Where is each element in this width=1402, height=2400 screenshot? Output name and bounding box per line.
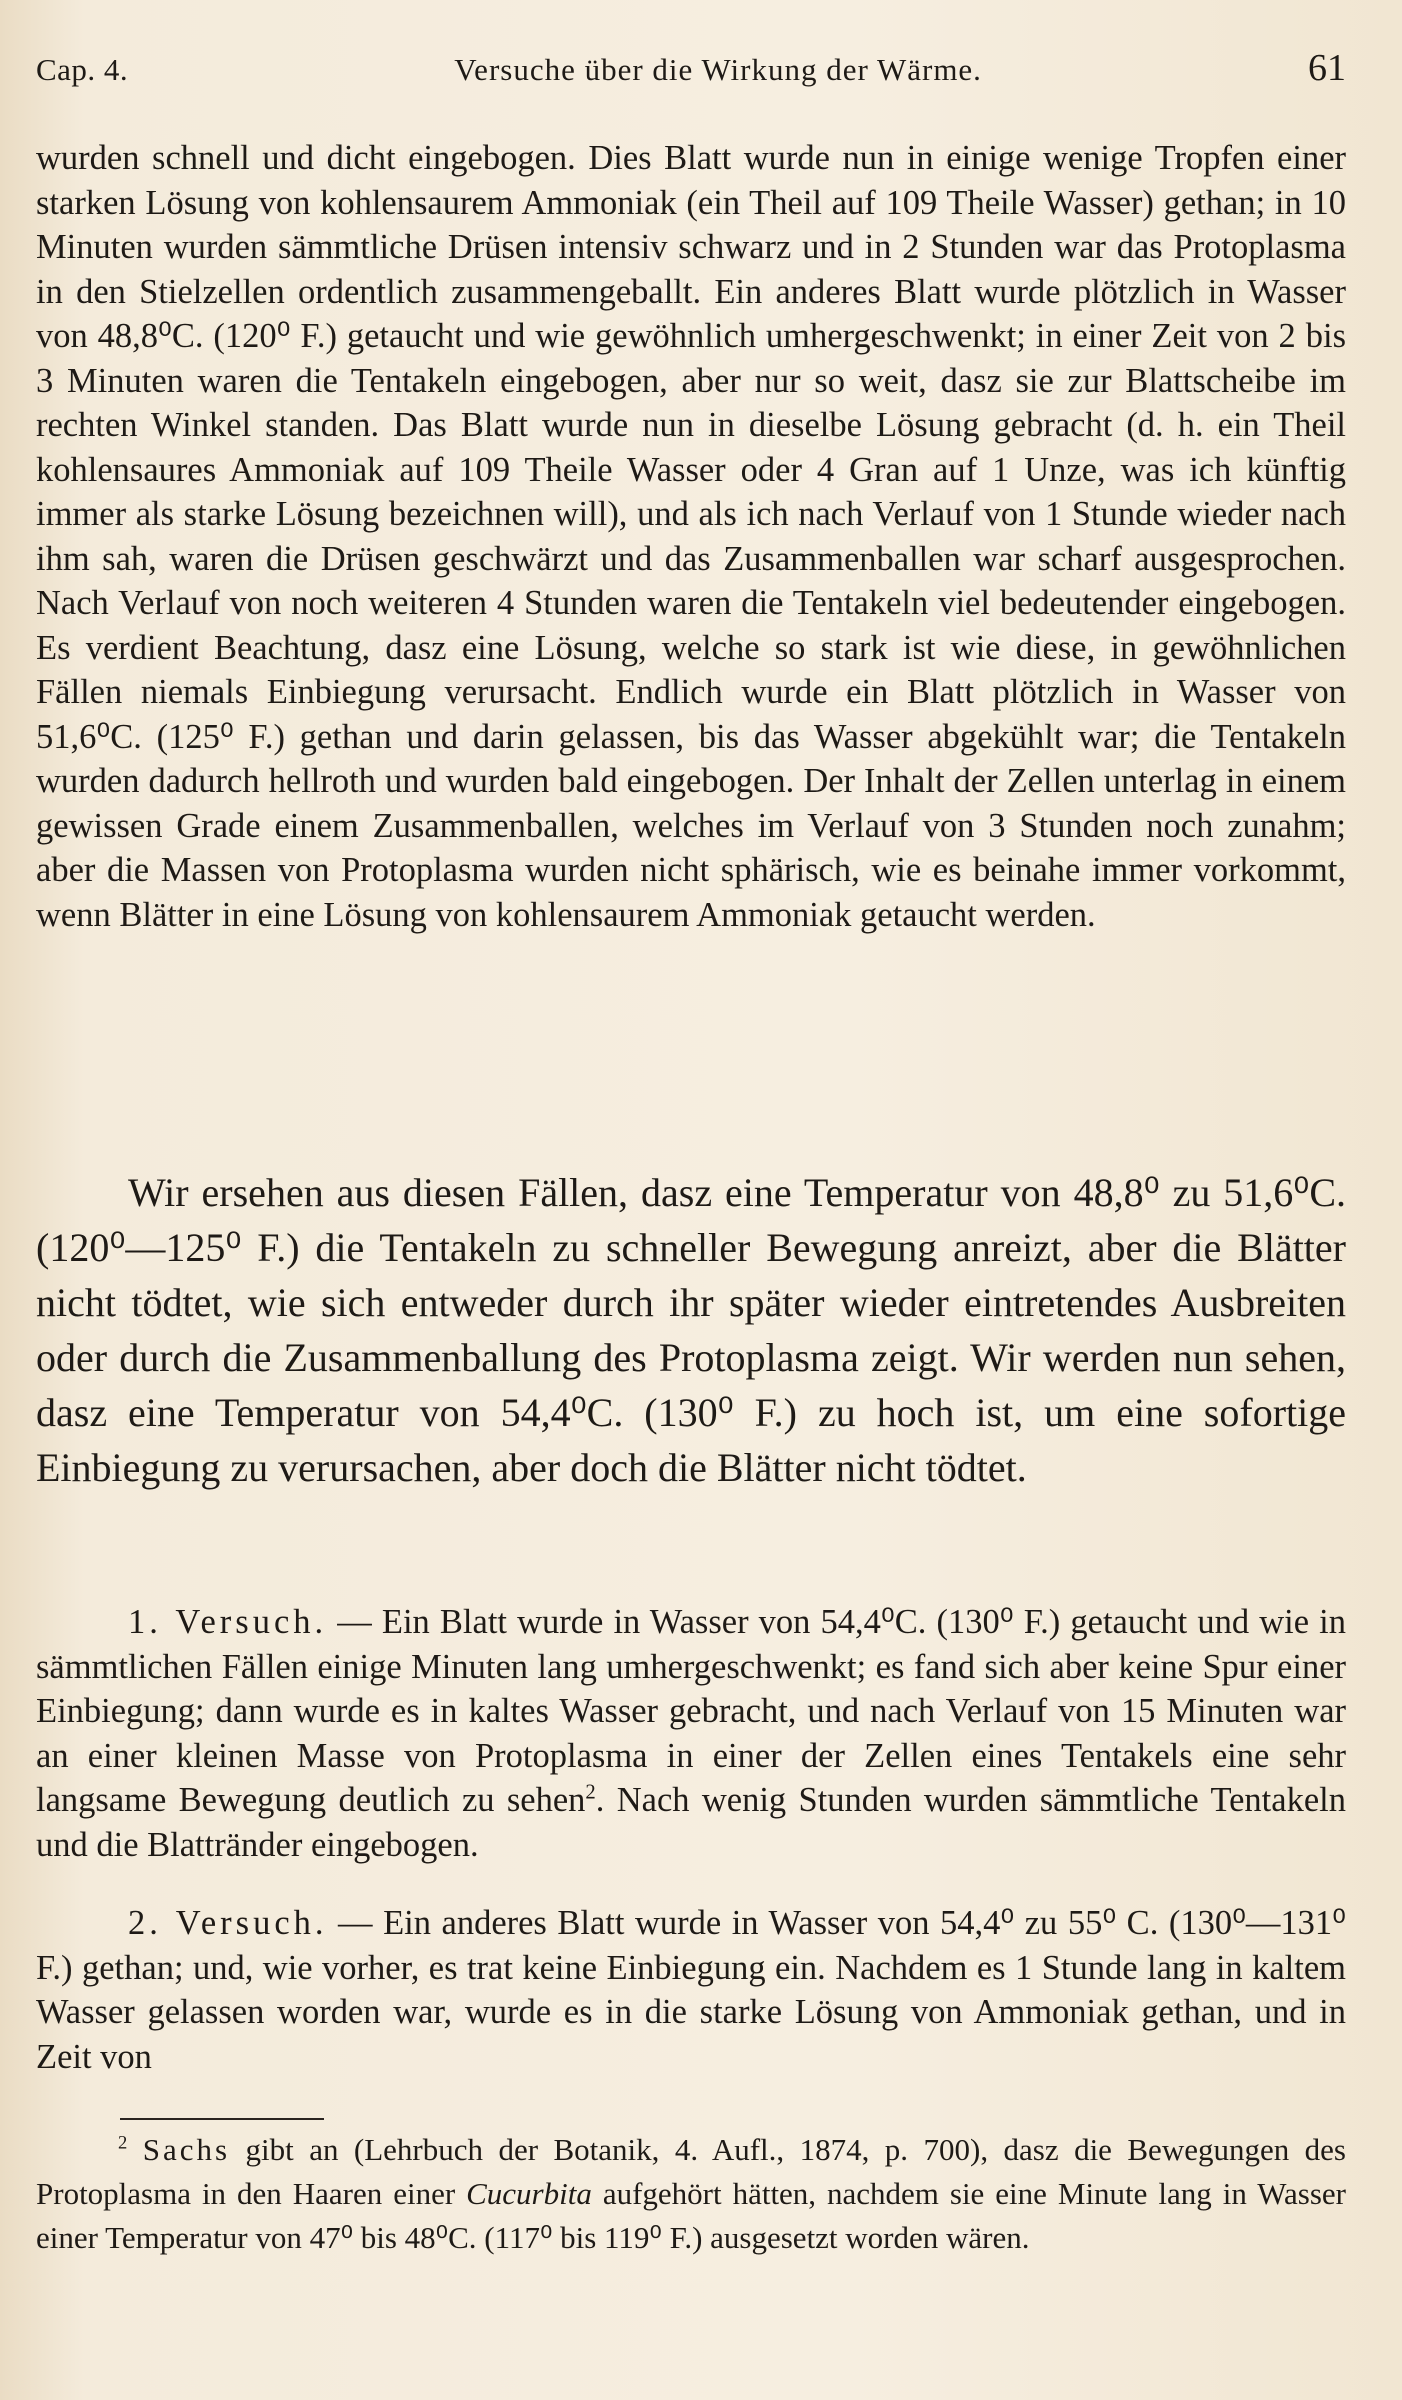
footnote-author: Sachs xyxy=(142,2132,231,2167)
experiment-1 xyxy=(36,1600,1346,1867)
paragraph-main: Wir ersehen aus diesen Fällen, dasz eine Temperatur von 48,8⁰ zu 51,6⁰C. (120⁰—125⁰ F.) die Tentakeln zu schneller Bewegung anreizt, aber die Blätter nicht tödtet, wie sich entweder durch ihr später wieder eintretendes Ausbreiten oder durch die Zusammenballung des Protoplasma zeigt. Wir werden nun sehen, dasz eine Temperatur von 54,4⁰C. (130⁰ F.) zu hoch ist, um eine sofortige Einbiegung zu verursachen, aber doch die Blätter nicht tödtet. xyxy=(36,1170,1346,1490)
footnote-reference: 2 xyxy=(585,1781,596,1804)
footnote-text-before: gibt an (Lehrbuch der Botanik, 4. Aufl., 1874, p. 700), dasz die Bewegungen des Protoplasma in den Haaren einer xyxy=(36,2132,1346,2211)
footnote-text-after: aufgehört hätten, nachdem sie eine Minute lang in Wasser einer Temperatur von 47⁰ bis 48⁰C. (117⁰ bis 119⁰ F.) ausgesetzt worden wären. xyxy=(36,2176,1346,2255)
experiment-1-label: 1. Versuch. xyxy=(128,1603,328,1641)
footnote-italic-term: Cucurbita xyxy=(466,2176,592,2211)
experiment-2 xyxy=(36,1901,1346,2079)
footnote-divider xyxy=(120,2118,324,2120)
experiment-2-text: — Ein anderes Blatt wurde in Wasser von 54,4⁰ zu 55⁰ C. (130⁰—131⁰ F.) gethan; und, wie vorher, es trat keine Einbiegung ein. Nachdem es 1 Stunde lang in kaltem Wasser gelassen worden war, wurde es in die starke Lösung von Ammoniak gethan, und in Zeit von xyxy=(36,1904,1346,2076)
running-header xyxy=(36,46,1346,96)
experiment-1-text-after: . Nach wenig Stunden wurden sämmtliche Tentakeln und die Blattränder eingebogen. xyxy=(36,1781,1346,1864)
paragraph-continued: wurden schnell und dicht eingebogen. Dies Blatt wurde nun in einige wenige Tropfen einer starken Lösung von kohlensaurem Ammoniak (ein Theil auf 109 Theile Wasser) gethan; in 10 Minuten wurden sämmtliche Drüsen intensiv schwarz und in 2 Stunden war das Protoplasma in den Stielzellen ordentlich zusammengeballt. Ein anderes Blatt wurde plötzlich in Wasser von 48,8⁰C. (120⁰ F.) getaucht und wie gewöhnlich umhergeschwenkt; in einer Zeit von 2 bis 3 Minuten waren die Tentakeln eingebogen, aber nur so weit, dasz sie zur Blattscheibe im rechten Winkel standen. Das Blatt wurde nun in dieselbe Lösung gebracht (d. h. ein Theil kohlensaures Ammoniak auf 109 Theile Wasser oder 4 Gran auf 1 Unze, was ich künftig immer als starke Lösung bezeichnen will), und als ich nach Verlauf von 1 Stunde wieder nach ihm sah, waren die Drüsen geschwärzt und das Zusammenballen war scharf ausgesprochen. Nach Verlauf von noch weiteren 4 Stunden waren die Tentakeln viel bedeutender eingebogen. Es verdient Beachtung, dasz eine Lösung, welche so stark ist wie diese, in gewöhnlichen Fällen niemals Einbiegung verursacht. Endlich wurde ein Blatt plötzlich in Wasser von 51,6⁰C. (125⁰ F.) gethan und darin gelassen, bis das Wasser abgekühlt war; die Tentakeln wurden dadurch hellroth und wurden bald eingebogen. Der Inhalt der Zellen unterlag in einem gewissen Grade einem Zusammenballen, welches im Verlauf von 3 Stunden noch zunahm; aber die Massen von Protoplasma wurden nicht sphärisch, wie es beinahe immer vorkommt, wenn Blätter in eine Lösung von kohlensaurem Ammoniak getaucht werden. xyxy=(36,139,1346,934)
running-title: Versuche über die Wirkung der Wärme. xyxy=(454,52,982,87)
experiment-2-label: 2. Versuch. xyxy=(128,1904,328,1942)
footnote-marker: 2 xyxy=(118,2132,128,2154)
page-number: 61 xyxy=(1307,47,1346,89)
chapter-label: Cap. 4. xyxy=(36,52,129,87)
experiment-1-text: — Ein Blatt wurde in Wasser von 54,4⁰C. (130⁰ F.) getaucht und wie in sämmtlichen Fällen einige Minuten lang umhergeschwenkt; es fand sich aber keine Spur einer Einbiegung; dann wurde es in kaltes Wasser gebracht, und nach Verlauf von 15 Minuten war an einer kleinen Masse von Protoplasma in einer der Zellen eines Tentakels eine sehr langsame Bewegung deutlich zu sehen xyxy=(36,1603,1347,1819)
footnote xyxy=(36,2128,1346,2260)
